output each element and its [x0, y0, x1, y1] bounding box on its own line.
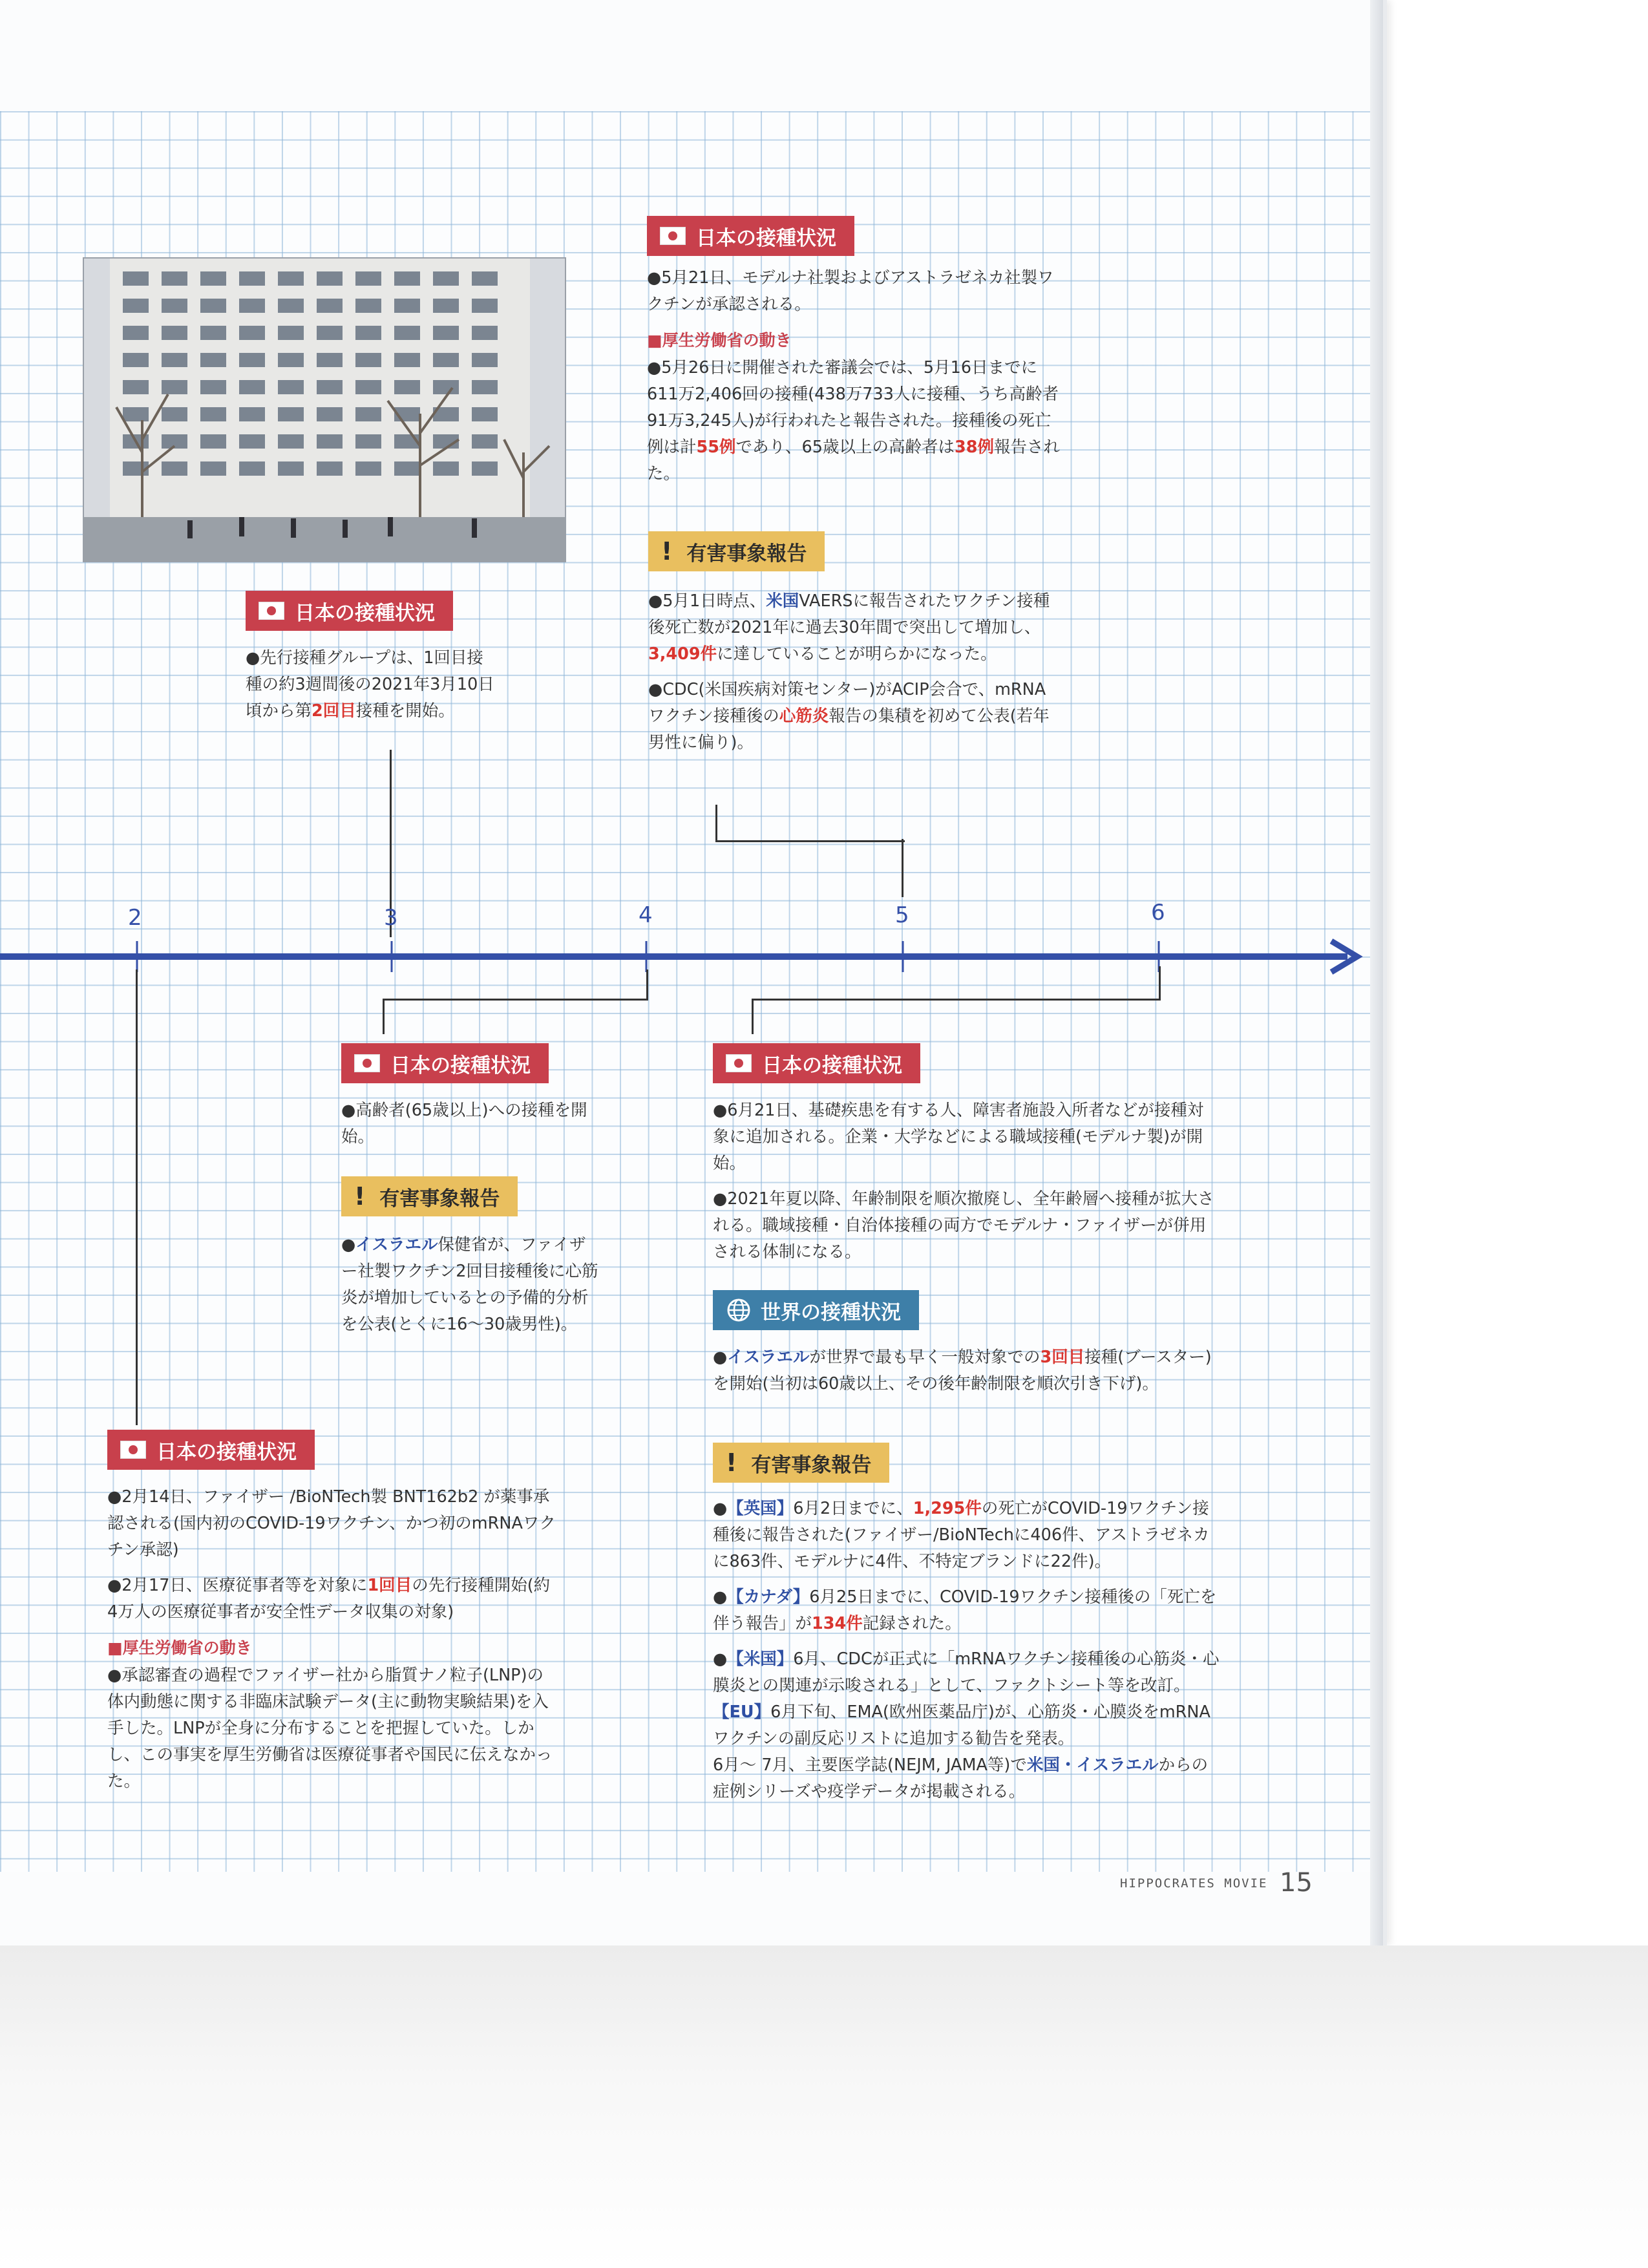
badge-label: 日本の接種状況 — [390, 1054, 531, 1077]
text-run: 6月25日までに、COVID-19ワクチン接種後の「死亡を伴う報告」が — [713, 1587, 1217, 1633]
badge-label: 日本の接種状況 — [295, 601, 435, 625]
highlight-blue: イスラエル — [355, 1235, 438, 1255]
text-run: ●先行接種グループは、1回目接種の約3週間後の2021年3月10日頃から第 — [246, 648, 494, 721]
text-run: 報告された。 — [647, 438, 1060, 483]
text-run: に達していることが明らかになった。 — [717, 644, 997, 664]
badge-jp-jun — [713, 1043, 920, 1083]
japan-flag-icon — [120, 1441, 146, 1459]
list-item — [713, 1752, 1223, 1805]
card-body — [713, 1097, 1217, 1266]
badge-jp-feb — [107, 1430, 315, 1470]
list-item: ●2月14日、ファイザー /BioNTech製 BNT162b2 が薬事承認される(国内初のCOVID-19ワクチン、かつ初のmRNAワクチン承認) — [107, 1487, 556, 1560]
text-run: 報告の集積を初めて公表(若年男性に偏り)。 — [648, 706, 1050, 752]
text-run: 接種を開始。 — [355, 701, 455, 721]
badge-jp-mar — [246, 591, 453, 631]
badge-label: 有害事象報告 — [686, 542, 807, 566]
highlight-blue: 【EU】 — [713, 1702, 771, 1722]
highlight-red: 2回目 — [312, 701, 356, 721]
connector-feb — [136, 970, 138, 1425]
text-run: ●5月26日に開催された審議会では、5月16日までに611万2,406回の接種(438万733人に接種、うち高齢者91万3,245人)が行われたと報告された。接種後の死亡例は計 — [647, 358, 1059, 457]
highlight-blue: 米国 — [766, 591, 799, 611]
text-run: ●2月17日、医療従事者等を対象に — [107, 1576, 368, 1595]
text-run: ● — [341, 1235, 356, 1255]
card-jp-apr — [341, 1043, 600, 1160]
list-item — [648, 588, 1055, 668]
card-adverse-apr — [341, 1176, 600, 1347]
connector-jun-top — [752, 966, 1161, 1001]
card-body — [713, 1496, 1223, 1805]
card-body — [341, 1097, 600, 1150]
text-run: ● — [713, 1649, 728, 1669]
text-run: 6月〜 7月、主要医学誌(NEJM, JAMA等)で — [713, 1755, 1027, 1775]
highlight-red: 1,295件 — [913, 1499, 982, 1518]
list-item: ●高齢者(65歳以上)への接種を開始。 — [341, 1101, 587, 1147]
text-run: の先行接種開始(約4万人の医療従事者が安全性データ収集の対象) — [107, 1576, 551, 1622]
building-photo — [83, 257, 566, 562]
text-run: VAERSに報告されたワクチン接種後死亡数が2021年に過去30年間で突出して増加し、 — [648, 591, 1050, 637]
page-spine — [1370, 0, 1383, 1945]
exclamation-icon: ! — [354, 1182, 366, 1211]
text-run: からの症例シリーズや疫学データが掲載される。 — [713, 1755, 1209, 1801]
card-body — [107, 1484, 560, 1795]
connector-may-left — [715, 805, 905, 842]
text-run: 保健省が、ファイザー社製ワクチン2回目接種後に心筋炎が増加しているとの予備的分析を公表(とくに16〜30歳男性)。 — [341, 1235, 598, 1334]
list-item: ●5月21日、モデルナ社製およびアストラゼネカ社製ワクチンが承認される。 — [647, 268, 1054, 314]
japan-flag-icon — [660, 227, 686, 245]
list-item — [713, 1646, 1223, 1699]
globe-icon — [726, 1297, 752, 1323]
highlight-red: 134件 — [812, 1614, 863, 1633]
badge-adverse-apr — [341, 1176, 518, 1216]
card-adverse-jun — [713, 1443, 1223, 1814]
text-run: ●CDC(米国疾病対策センター)がACIP会合で、mRNAワクチン接種後の — [648, 680, 1046, 726]
badge-label: 有害事象報告 — [379, 1187, 500, 1211]
japan-flag-icon — [726, 1054, 752, 1072]
list-item: ●2021年夏以降、年齢制限を順次撤廃し、全年齢層へ接種が拡大される。職域接種・自治体接種の両方でモデルナ・ファイザーが併用される体制になる。 — [713, 1189, 1214, 1262]
text-run: が世界で最も早く一般対象での — [809, 1348, 1041, 1367]
exclamation-icon: ! — [726, 1448, 737, 1477]
month-label-3: 3 — [384, 905, 398, 931]
text-run: ● — [713, 1348, 728, 1367]
text-run: であり、65歳以上の高齢者は — [735, 438, 955, 457]
list-item — [713, 1699, 1223, 1752]
page-number: 15 — [1280, 1868, 1313, 1898]
text-run: 接種(ブースター)を開始(当初は60歳以上、その後年齢制限を順次引き下げ)。 — [713, 1348, 1212, 1394]
highlight-red: 55例 — [696, 438, 736, 457]
card-body — [713, 1344, 1217, 1397]
list-item: ●承認審査の過程でファイザー社から脂質ナノ粒子(LNP)の体内動態に関する非臨床試験データ(主に動物実験結果)を入手した。LNPが全身に分布することを把握していた。しかし、この事実を厚生労働省は医療従事者や国民に伝えなかった。 — [107, 1666, 553, 1791]
highlight-blue: 【米国】 — [727, 1649, 794, 1669]
mhlw-heading: ■厚生労働省の動き — [647, 331, 792, 350]
badge-adverse-may — [648, 531, 825, 571]
timeline-axis — [0, 936, 1370, 1026]
card-jp-jun — [713, 1043, 1217, 1275]
list-item — [647, 355, 1061, 487]
highlight-blue: イスラエル — [727, 1348, 810, 1367]
text-run: の死亡がCOVID-19ワクチン接種後に報告された(ファイザー/BioNTechに406件、アストラゼネカに863件、モデルナに4件、不特定ブランドに22件)。 — [713, 1499, 1210, 1571]
list-item — [246, 645, 498, 725]
badge-adverse-jun — [713, 1443, 889, 1483]
japan-flag-icon — [259, 602, 284, 620]
connector-apr-down — [383, 999, 385, 1034]
text-run: ● — [713, 1587, 728, 1607]
card-body — [648, 588, 1055, 756]
card-jp-may — [647, 216, 1061, 496]
badge-label: 世界の接種状況 — [761, 1300, 901, 1324]
card-jp-feb — [107, 1430, 560, 1804]
highlight-red: 1回目 — [367, 1576, 412, 1595]
highlight-blue: 【英国】 — [727, 1499, 794, 1518]
text-run: 記録された。 — [862, 1614, 962, 1633]
badge-jp-apr — [341, 1043, 549, 1083]
card-body — [341, 1232, 600, 1338]
text-run: 6月2日までに、 — [793, 1499, 913, 1518]
badge-world-jun — [713, 1290, 919, 1330]
badge-jp-may — [647, 216, 854, 256]
list-item — [713, 1584, 1223, 1637]
connector-jun-down — [752, 999, 754, 1034]
text-run: ●5月1日時点、 — [648, 591, 766, 611]
card-world-jun — [713, 1290, 1217, 1406]
highlight-blue: 米国・イスラエル — [1026, 1755, 1159, 1775]
highlight-blue: 【カナダ】 — [727, 1587, 810, 1607]
card-body — [246, 645, 498, 725]
list-item — [713, 1496, 1223, 1575]
mhlw-heading: ■厚生労働省の動き — [107, 1638, 252, 1657]
scan-margin — [0, 1945, 1648, 2268]
highlight-red: 3,409件 — [648, 644, 717, 664]
list-item — [341, 1232, 600, 1338]
connector-apr-top — [383, 970, 648, 1001]
list-item — [713, 1344, 1217, 1397]
text-run: ● — [713, 1499, 728, 1518]
list-item — [648, 677, 1055, 756]
badge-label: 日本の接種状況 — [762, 1054, 902, 1077]
footer-brand: HIPPOCRATES MOVIE — [1120, 1876, 1268, 1891]
month-label-5: 5 — [895, 902, 909, 928]
list-item: ●6月21日、基礎疾患を有する人、障害者施設入所者などが接種対象に追加される。企業・大学などによる職域接種(モデルナ製)が開始。 — [713, 1101, 1204, 1173]
badge-label: 有害事象報告 — [751, 1453, 872, 1477]
text-run: 6月下旬、EMA(欧州医薬品庁)が、心筋炎・心膜炎をmRNAワクチンの副反応リストに追加する勧告を発表。 — [713, 1702, 1210, 1748]
card-body — [647, 265, 1061, 487]
card-jp-mar — [246, 591, 498, 734]
badge-label: 日本の接種状況 — [156, 1440, 297, 1464]
japan-flag-icon — [354, 1054, 380, 1072]
month-label-2: 2 — [128, 905, 142, 931]
badge-label: 日本の接種状況 — [696, 226, 836, 250]
card-adverse-may — [648, 531, 1055, 765]
highlight-red: 3回目 — [1040, 1348, 1085, 1367]
exclamation-icon: ! — [661, 537, 673, 566]
list-item — [107, 1573, 560, 1626]
month-label-6: 6 — [1151, 900, 1165, 926]
connector-may-right — [902, 839, 903, 897]
text-run: 6月、CDCが正式に「mRNAワクチン接種後の心筋炎・心膜炎との関連が示唆される」として、ファクトシート等を改訂。 — [713, 1649, 1220, 1695]
highlight-red: 38例 — [954, 438, 994, 457]
month-label-4: 4 — [639, 902, 653, 928]
highlight-red: 心筋炎 — [779, 706, 829, 726]
